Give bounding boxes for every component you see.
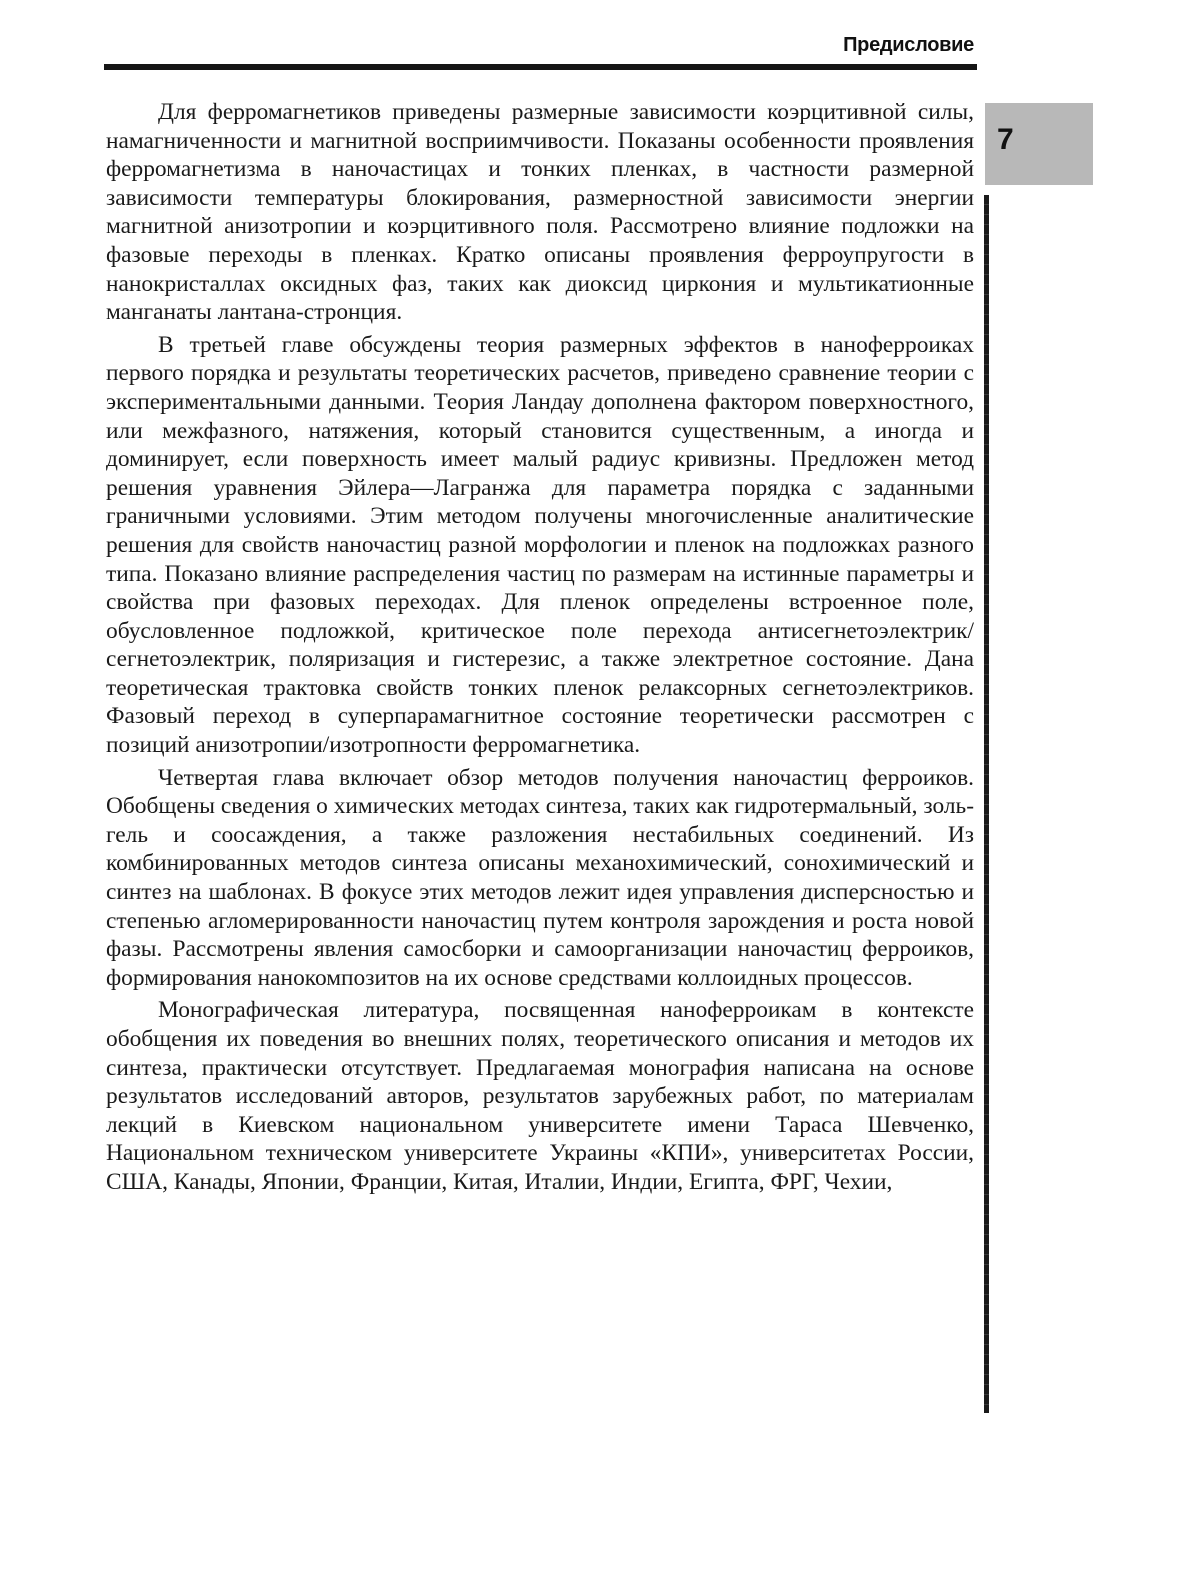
body-text <box>106 98 974 1201</box>
paragraph: Четвертая глава включает обзор методов получения наночастиц ферроиков. Обобщены сведения о химических методах синтеза, таких как гидротермальный, золь-гель и соосаждения, а также разложения нестабильных соединений. Из комбинированных методов синтеза описаны механохимический, сонохимический и синтез на шаблонах. В фокусе этих методов лежит идея управления дисперсностью и степенью агломерированности наночастиц путем контроля зарождения и роста новой фазы. Рассмотрены явления самосборки и самоорганизации наночастиц ферроиков, формирования нанокомпозитов на их основе средствами коллоидных процессов. <box>106 764 974 991</box>
running-title: Предисловие <box>843 34 974 56</box>
paragraph: Для ферромагнетиков приведены размерные зависимости коэрцитивной силы, намагниченности и магнитной восприимчивости. Показаны особенности проявления ферромагнетизма в наночастицах и тонких пленках, в частности размерной зависимости температуры блокирования, размерностной зависимости энергии магнитной анизотропии и коэрцитивного поля. Рассмотрено влияние подложки на фазовые переходы в пленках. Кратко описаны проявления ферроупругости в нанокристаллах оксидных фаз, таких как диоксид циркония и мультикатионные манганаты лантана-стронция. <box>106 99 974 326</box>
margin-rule <box>984 195 989 1413</box>
page-number-tab <box>985 103 1093 185</box>
header-rule <box>104 64 977 70</box>
paragraph: Монографическая литература, посвященная наноферроикам в контексте обобщения их поведения во внешних полях, теоретического описания и методов их синтеза, практически отсутствует. Предлагаемая монография написана на основе результатов исследований авторов, результатов зарубежных работ, по материалам лекций в Киевском национальном университете имени Тараса Шевченко, Национальном техническом университете Украины «КПИ», университетах России, США, Канады, Японии, Франции, Китая, Италии, Индии, Египта, ФРГ, Чехии, <box>106 997 974 1195</box>
paragraph: В третьей главе обсуждены теория размерных эффектов в наноферроиках первого порядка и результаты теоретических расчетов, приведено сравнение теории с экспериментальными данными. Теория Ландау дополнена фактором поверхностного, или межфазного, натяжения, который становится существенным, а иногда и доминирует, если поверхность имеет малый радиус кривизны. Предложен метод решения уравнения Эйлера—Лагранжа для параметра порядка с заданными граничными условиями. Этим методом получены многочисленные аналитические решения для свойств наночастиц разной морфологии и пленок на подложках разного типа. Показано влияние распределения частиц по размерам на истинные параметры и свойства при фазовых переходах. Для пленок определены встроенное поле, обусловленное подложкой, критическое поле перехода антисегнетоэлектрик/сегнетоэлектрик, поляризация и гистерезис, а также электретное состояние. Дана теоретическая трактовка свойств тонких пленок релаксорных сегнетоэлектриков. Фазовый переход в суперпарамагнитное состояние теоретически рассмотрен с позиций анизотропии/изотропности ферромагнетика. <box>106 331 974 759</box>
page-number: 7 <box>997 123 1014 156</box>
